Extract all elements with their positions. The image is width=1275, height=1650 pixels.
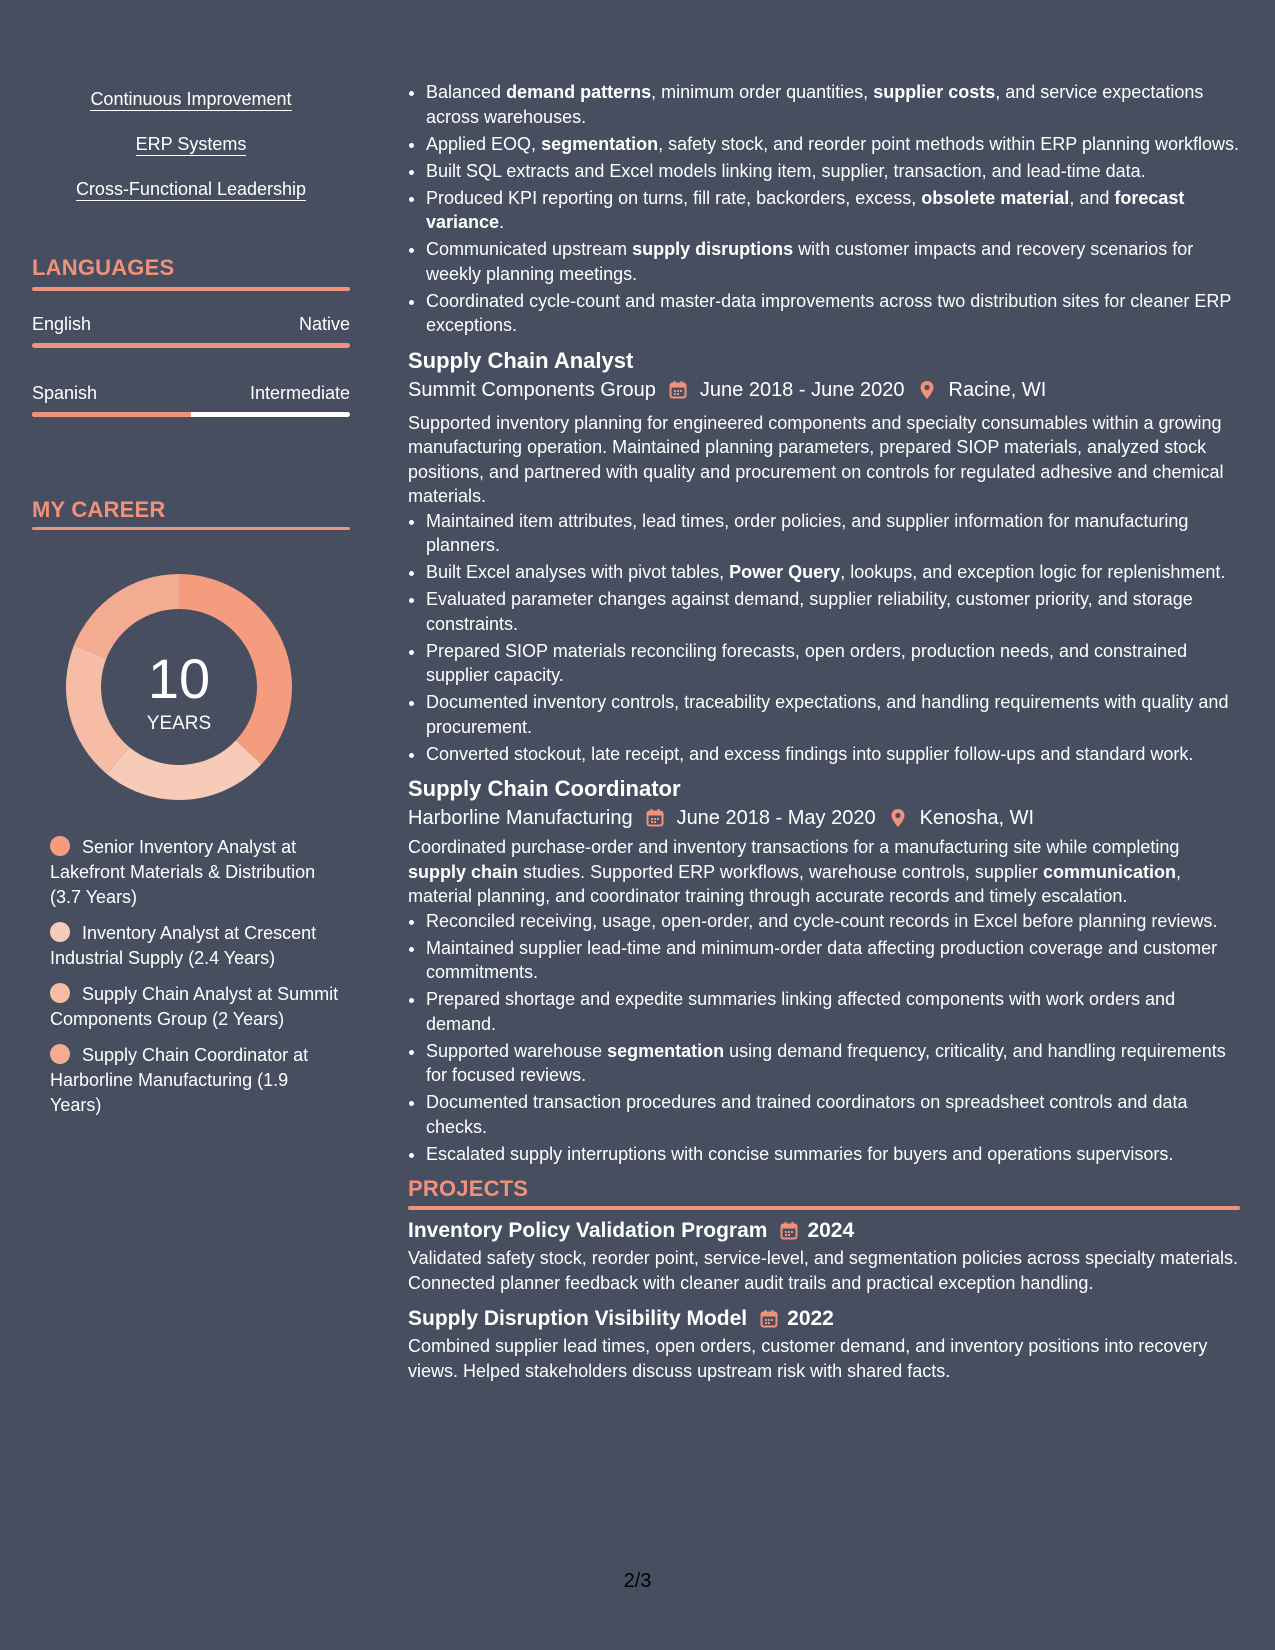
project-title: Supply Disruption Visibility Model (408, 1307, 748, 1330)
job-title: Supply Chain Analyst (408, 347, 634, 373)
project-entry (408, 1304, 1240, 1383)
career-legend (50, 835, 340, 1129)
career-total-value: 10 (147, 647, 211, 710)
project-title-row (408, 1216, 1240, 1246)
projects-section (408, 1176, 1240, 1383)
skill-item: ERP Systems (135, 134, 247, 154)
language-proficiency-fill (32, 412, 191, 417)
donut-segment (107, 740, 261, 800)
emphasis: obsolete material (921, 187, 1070, 208)
language-proficiency-fill (32, 343, 350, 348)
emphasis: supply disruptions (632, 239, 794, 259)
map-pin-icon (888, 808, 908, 828)
dot-icon (50, 836, 70, 856)
career-donut-chart (66, 574, 292, 800)
calendar-icon (779, 1221, 799, 1241)
bullet-item: • Maintained item attributes, lead times, order policies, and supplier information for manufacturing planners. (426, 509, 1240, 558)
emphasis: forecast variance (426, 187, 1185, 232)
dot-icon (50, 922, 70, 942)
map-pin-icon (917, 380, 937, 400)
bullet-item: • Prepared shortage and expedite summaries linking affected components with work orders and demand. (426, 987, 1240, 1036)
projects-divider (408, 1206, 1240, 1210)
job-dates: June 2018 - June 2020 (699, 378, 905, 401)
project-title-row (408, 1304, 1240, 1334)
language-name: Spanish (32, 383, 98, 403)
career-divider (32, 527, 350, 530)
languages-divider (32, 287, 350, 291)
skills-list (32, 86, 350, 221)
calendar-icon (759, 1309, 779, 1329)
calendar-icon (668, 380, 688, 400)
job-description: Coordinated purchase-order and inventory transactions for a manufacturing site while completing supply chain studies. Supported ERP workflows, warehouse controls, supplier communication, material planning, and coordinator training through accurate records and timely escalation. (408, 837, 1181, 906)
emphasis: communication (1042, 861, 1176, 882)
company-name: Harborline Manufacturing (408, 807, 633, 829)
project-description: Combined supplier lead times, open orders, customer demand, and inventory positions into recovery views. Helped stakeholders discuss upstream risk with shared facts. (408, 1336, 1208, 1381)
dot-icon (50, 983, 70, 1003)
career-item: Inventory Analyst at Crescent Industrial Supply (2.4 Years) (50, 923, 317, 968)
emphasis: Power Query (729, 562, 841, 582)
job-bullets (408, 909, 1240, 1167)
language-level: Native (298, 314, 350, 334)
bullet-item: • Documented transaction procedures and trained coordinators on spreadsheet controls and data checks. (426, 1090, 1240, 1139)
bullet-item: • Prepared SIOP materials reconciling forecasts, open orders, production needs, and constrained supplier capacity. (426, 639, 1240, 688)
language-row (32, 383, 350, 404)
job-entry (408, 774, 1240, 1166)
company-name: Summit Components Group (408, 378, 656, 401)
bullet-item: • Evaluated parameter changes against demand, supplier reliability, customer priority, and storage constraints. (426, 587, 1240, 636)
project-year: 2022 (787, 1307, 834, 1330)
job-location: Kenosha, WI (919, 807, 1035, 829)
bullet-item: • Balanced demand patterns, minimum order quantities, supplier costs, and service expectations across warehouses. (426, 80, 1240, 129)
bullet-item: • Reconciled receiving, usage, open-order, and cycle-count records in Excel before planning reviews. (426, 909, 1240, 934)
bullet-item: • Maintained supplier lead-time and minimum-order data affecting production coverage and customer commitments. (426, 936, 1240, 985)
projects-heading: PROJECTS (408, 1176, 529, 1201)
bullet-item: • Documented inventory controls, traceability expectations, and handling requirements with quality and procurement. (426, 690, 1240, 739)
bullet-item: • Coordinated cycle-count and master-data improvements across two distribution sites for cleaner ERP exceptions. (426, 289, 1240, 338)
job-meta (408, 804, 1240, 832)
language-row (32, 314, 350, 335)
job-description: Supported inventory planning for engineered components and specialty consumables within a growing manufacturing operation. Maintained planning parameters, prepared SIOP materials, analyzed stock positions, and partnered with quality and procurement on controls for regulated adhesive and chemical materials. (408, 412, 1224, 506)
bullet-item: • Supported warehouse segmentation using demand frequency, criticality, and handling requirements for focused reviews. (426, 1039, 1240, 1088)
language-proficiency-bar (32, 412, 350, 417)
dot-icon (50, 1044, 70, 1064)
bullet-item: • Produced KPI reporting on turns, fill rate, backorders, excess, obsolete material, and forecast variance. (426, 186, 1240, 235)
bullet-item: • Communicated upstream supply disruptions with customer impacts and recovery scenarios for weekly planning meetings. (426, 237, 1240, 286)
donut-segment (66, 645, 129, 774)
project-entry (408, 1216, 1240, 1295)
project-year: 2024 (807, 1219, 855, 1242)
job-location: Racine, WI (948, 378, 1047, 401)
career-item: Supply Chain Analyst at Summit Components Group (2 Years) (50, 984, 339, 1029)
language-proficiency-bar (32, 343, 350, 348)
skill-item: Continuous Improvement (90, 89, 292, 109)
career-item: Supply Chain Coordinator at Harborline Manufacturing (1.9 Years) (50, 1045, 309, 1115)
calendar-icon (645, 808, 665, 828)
career-heading: MY CAREER (32, 497, 166, 522)
experience-bullets (408, 80, 1240, 338)
emphasis: segmentation (541, 133, 659, 154)
job-title: Supply Chain Coordinator (408, 776, 681, 801)
career-item: Senior Inventory Analyst at Lakefront Materials & Distribution (3.7 Years) (50, 837, 316, 907)
bullet-item: • Escalated supply interruptions with concise summaries for buyers and operations supervisors. (426, 1142, 1240, 1167)
bullet-item: • Built SQL extracts and Excel models linking item, supplier, transaction, and lead-time data. (426, 159, 1240, 184)
project-title: Inventory Policy Validation Program (408, 1219, 768, 1242)
main-content (408, 0, 1240, 1383)
career-total-unit: YEARS (146, 713, 212, 734)
emphasis: demand patterns (506, 82, 652, 102)
emphasis: supply chain (408, 861, 519, 882)
emphasis: segmentation (607, 1040, 725, 1061)
job-entry (408, 346, 1240, 767)
emphasis: supplier costs (873, 82, 996, 102)
languages-heading: LANGUAGES (32, 255, 175, 280)
job-meta (408, 376, 1240, 404)
language-level: Intermediate (249, 383, 350, 403)
bullet-item: • Built Excel analyses with pivot tables, Power Query, lookups, and exception logic for replenishment. (426, 560, 1240, 585)
job-bullets (408, 509, 1240, 767)
bullet-item: • Applied EOQ, segmentation, safety stock, and reorder point methods within ERP planning workflows. (426, 132, 1240, 157)
donut-segment (74, 574, 179, 658)
project-description: Validated safety stock, reorder point, service-level, and segmentation policies across specialty materials. Connected planner feedback with cleaner audit trails and practical exception handling. (408, 1248, 1239, 1293)
language-name: English (32, 314, 92, 334)
page-number: 2/3 (623, 1570, 652, 1592)
job-dates: June 2018 - May 2020 (676, 807, 876, 829)
bullet-item: • Converted stockout, late receipt, and excess findings into supplier follow-ups and standard work. (426, 742, 1240, 767)
skill-item: Cross-Functional Leadership (75, 179, 307, 199)
